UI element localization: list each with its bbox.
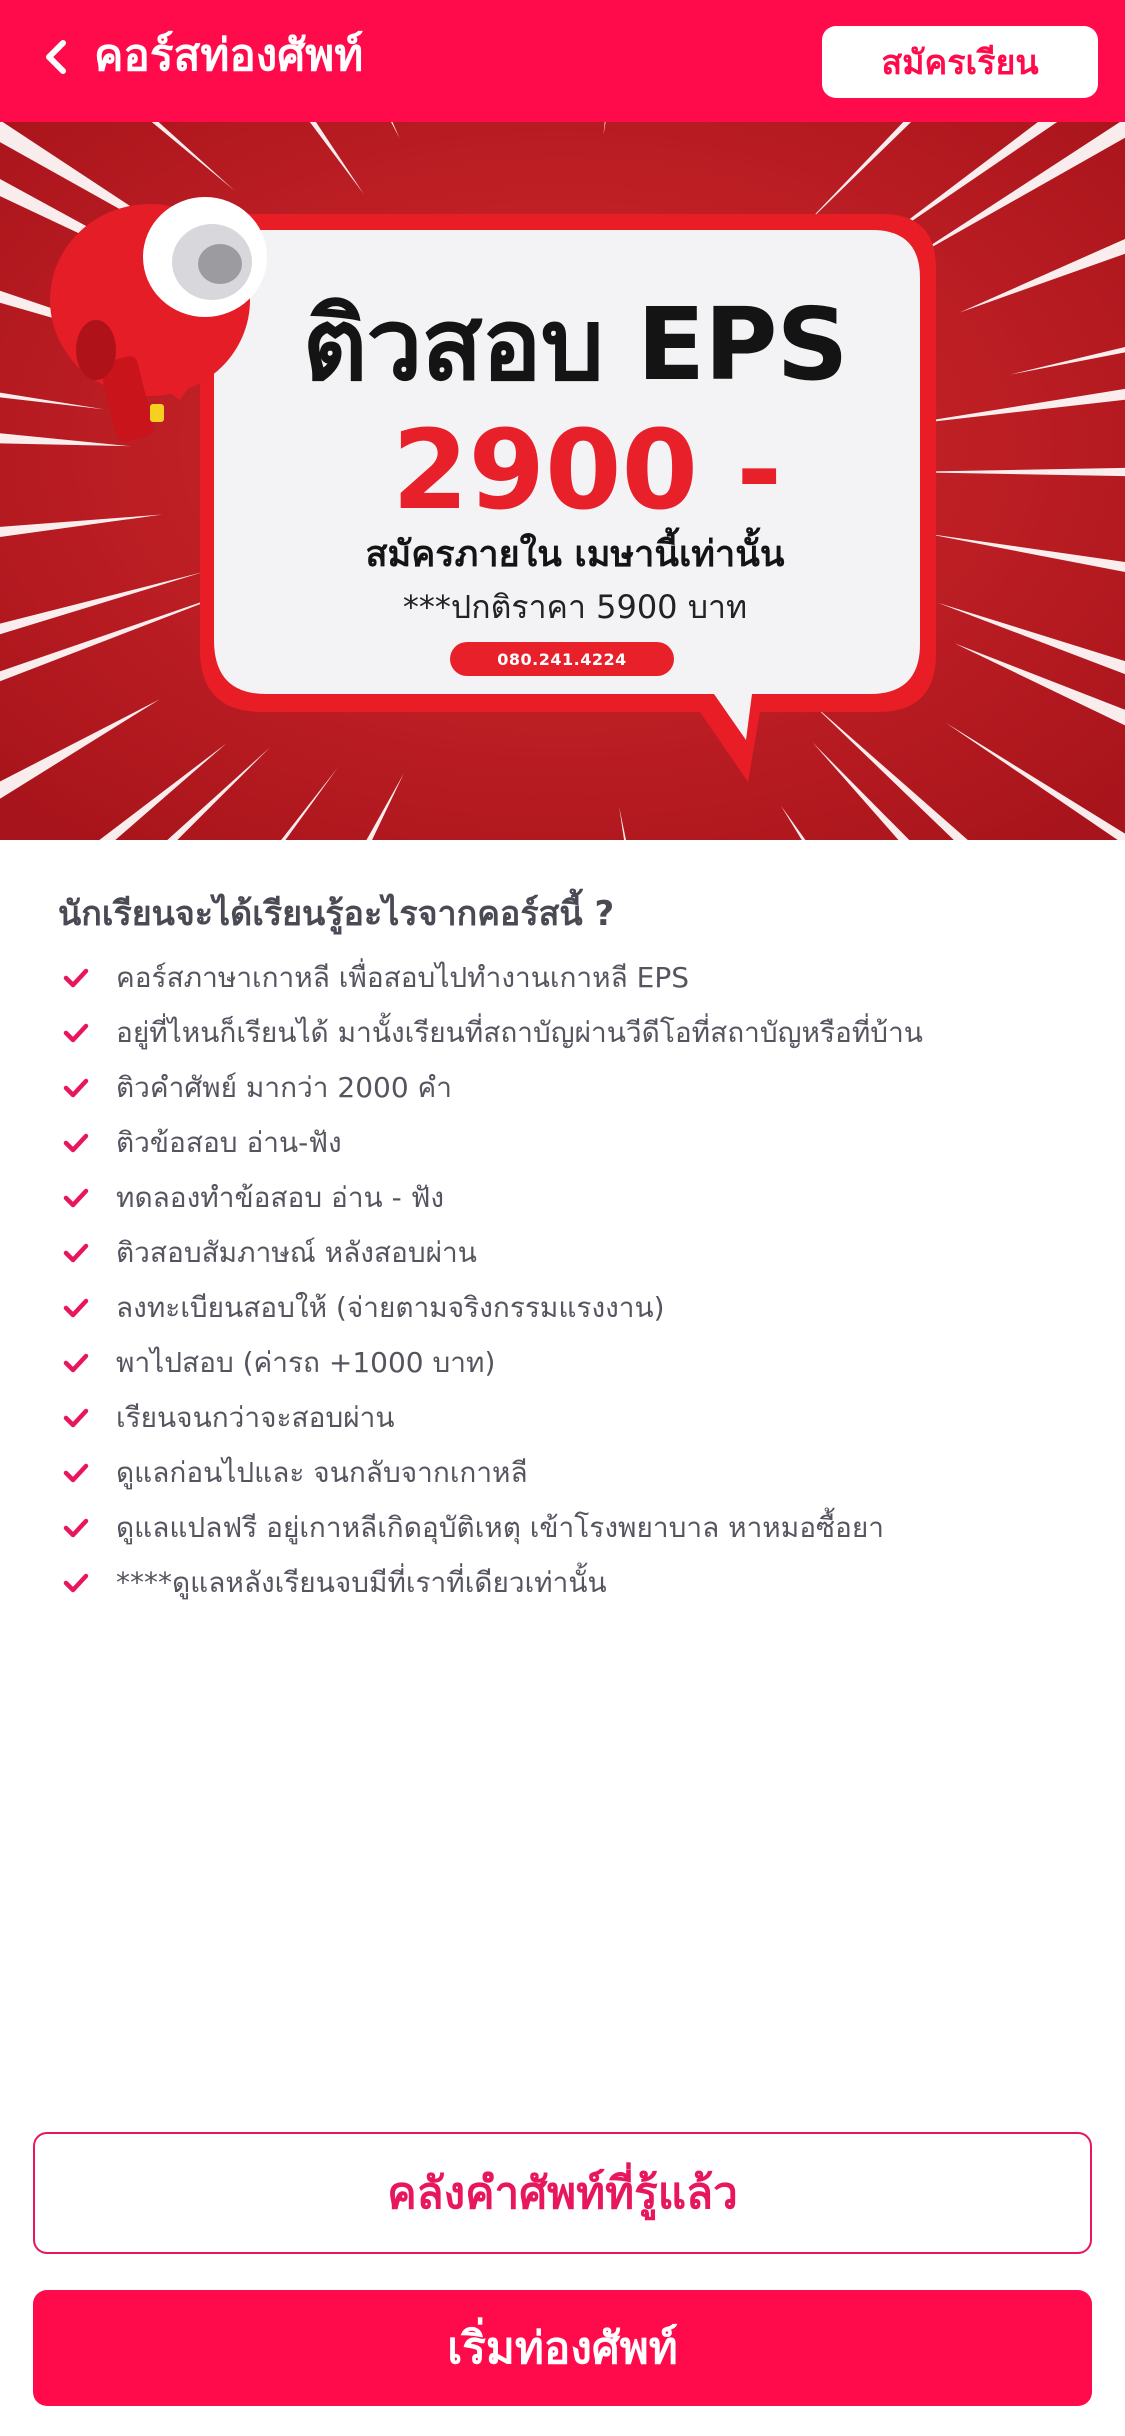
benefit-item: [58, 1225, 1078, 1280]
benefit-item: [58, 1005, 1078, 1060]
promo-banner: [0, 122, 1125, 840]
benefit-item: [58, 1335, 1078, 1390]
app-header: [0, 0, 1125, 122]
benefit-text: คอร์สภาษาเกาหลี เพื่อสอบไปทำงานเกาหลี EPS: [116, 960, 690, 994]
page-title: คอร์สท่องศัพท์: [94, 30, 364, 81]
check-icon: [62, 1514, 90, 1542]
benefit-item: [58, 1555, 1078, 1610]
benefit-text: ติวสอบสัมภาษณ์ หลังสอบผ่าน: [116, 1235, 477, 1269]
benefits-title: นักเรียนจะได้เรียนรู้อะไรจากคอร์สนี้ ?: [58, 894, 615, 934]
benefit-text: เรียนจนกว่าจะสอบผ่าน: [116, 1400, 395, 1434]
banner-phone: 080.241.4224: [450, 642, 674, 676]
check-icon: [62, 1459, 90, 1487]
benefits-list: [58, 950, 1078, 1610]
banner-regular-price: ***ปกติราคา 5900 บาท: [402, 588, 748, 626]
benefit-item: [58, 1115, 1078, 1170]
benefit-text: ติวคำศัพย์ มากว่า 2000 คำ: [116, 1070, 452, 1104]
check-icon: [62, 1569, 90, 1597]
banner-subline: สมัครภายใน เมษานี้เท่านั้น: [365, 534, 785, 575]
check-icon: [62, 1074, 90, 1102]
check-icon: [62, 1294, 90, 1322]
course-benefits: [58, 884, 1078, 1610]
check-icon: [62, 1404, 90, 1432]
register-button[interactable]: สมัครเรียน: [822, 26, 1098, 98]
check-icon: [62, 1129, 90, 1157]
benefit-item: [58, 1060, 1078, 1115]
check-icon: [62, 1349, 90, 1377]
benefit-text: ติวข้อสอบ อ่าน-ฟัง: [116, 1125, 342, 1159]
check-icon: [62, 964, 90, 992]
check-icon: [62, 1019, 90, 1047]
benefit-item: [58, 1170, 1078, 1225]
benefit-text: ดูแลก่อนไปและ จนกลับจากเกาหลี: [116, 1455, 528, 1489]
benefit-text: ****ดูแลหลังเรียนจบมีที่เราที่เดียวเท่านั้น: [116, 1565, 607, 1599]
benefit-text: พาไปสอบ (ค่ารถ +1000 บาท): [116, 1345, 496, 1379]
banner-price: 2900 -: [391, 406, 783, 534]
benefit-item: [58, 1500, 1078, 1555]
benefit-text: ดูแลแปลฟรี อยู่เกาหลีเกิดอุบัติเหตุ เข้าโรงพยาบาล หาหมอซื้อยา: [116, 1510, 884, 1544]
benefit-item: [58, 1390, 1078, 1445]
benefit-text: ทดลองทำข้อสอบ อ่าน - ฟัง: [116, 1180, 445, 1214]
benefit-text: ลงทะเบียนสอบให้ (จ่ายตามจริงกรรมแรงงาน): [116, 1290, 665, 1324]
banner-headline: ติวสอบ EPS: [302, 286, 848, 403]
benefit-item: [58, 1280, 1078, 1335]
back-button[interactable]: [22, 22, 92, 92]
check-icon: [62, 1184, 90, 1212]
benefit-text: อยู่ที่ไหนก็เรียนได้ มานั้งเรียนที่สถาบัญผ่านวีดีโอที่สถาบัญหรือที่บ้าน: [116, 1015, 923, 1049]
chevron-left-icon: [37, 37, 77, 77]
benefit-item: [58, 950, 1078, 1005]
benefit-item: [58, 1445, 1078, 1500]
known-vocabulary-button[interactable]: คลังคำศัพท์ที่รู้แล้ว: [33, 2132, 1092, 2254]
check-icon: [62, 1239, 90, 1267]
start-memorizing-button[interactable]: เริ่มท่องศัพท์: [33, 2290, 1092, 2406]
